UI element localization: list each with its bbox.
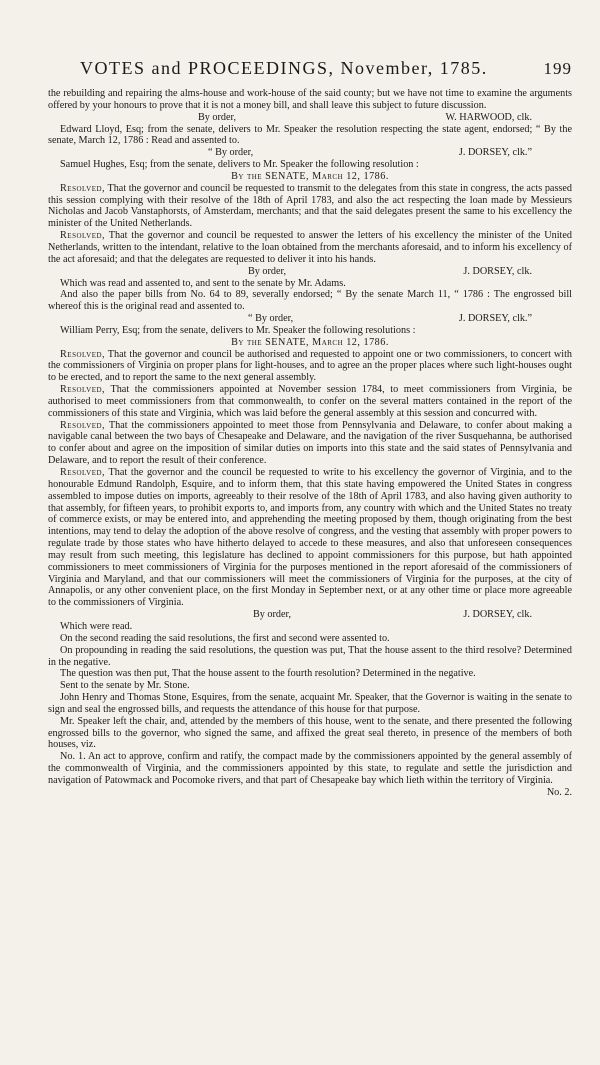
paragraph: Samuel Hughes, Esq; from the senate, delivers to Mr. Speaker the following resolution : <box>60 159 419 171</box>
resolved-lead: Resolved, <box>60 182 106 194</box>
page-body <box>48 88 572 799</box>
paragraph: Edward Lloyd, Esq; from the senate, delivers to Mr. Speaker the resolution respecting the state agent, endorsed; “ By the senate, March 12, 1786 : Read and assented to. <box>48 123 572 147</box>
signature-by-order: “ By order, <box>248 313 294 325</box>
resolution <box>48 183 572 230</box>
paragraph: Sent to the senate by Mr. Stone. <box>60 680 190 692</box>
running-title: VOTES and PROCEEDINGS, November, 1785. <box>80 58 488 78</box>
signature-by-order: By order, <box>198 111 237 123</box>
section-heading: By the SENATE, March 12, 1786. <box>231 336 389 348</box>
resolved-lead: Resolved, <box>60 384 106 396</box>
paragraph: On the second reading the said resolutions, the first and second were assented to. <box>60 632 390 644</box>
paragraph: William Perry, Esq; from the senate, delivers to Mr. Speaker the following resolutions : <box>60 324 416 336</box>
signature-clerk: W. HARWOOD, clk. <box>445 111 532 123</box>
resolution <box>48 349 572 385</box>
signature-by-order: By order, <box>253 609 292 621</box>
signature-by-order: “ By order, <box>208 147 254 159</box>
resolution-text: That the governor and council be requested to answer the letters of his excellency the minister of the United Netherlands, written to the intendant, relative to the loan obtained from the merchants aforesaid, and to inform his excellency of the act aforesaid; and that the delegates are requested to deliver it into his hands. <box>48 230 572 265</box>
resolved-lead: Resolved, <box>60 348 106 360</box>
running-header <box>80 58 572 82</box>
signature-clerk: J. DORSEY, clk. <box>463 609 532 621</box>
signature-line <box>48 147 572 159</box>
catchword: No. 2. <box>546 786 572 798</box>
paragraph: the rebuilding and repairing the alms-house and work-house of the said county; but we have not time to examine the arguments offered by your honours to prove that it is not a money bill, and shall leave this subject to future discussion. <box>48 88 572 111</box>
resolved-lead: Resolved, <box>60 467 106 478</box>
signature-line <box>48 112 572 124</box>
paragraph: John Henry and Thomas Stone, Esquires, from the senate, acquaint Mr. Speaker, that the Governor is waiting in the senate to sign and seal the engrossed bills, and requests the attendance of this house for that purpose. <box>48 692 572 715</box>
paragraph: On propounding in reading the said resolutions, the question was put, That the house assent to the third resolve? Determined in the negative. <box>48 644 572 668</box>
section-heading: By the SENATE, March 12, 1786. <box>231 170 389 182</box>
resolution-text: That the commissioners appointed at November session 1784, to meet commissioners from Virginia, be authorised to meet commissioners from that commonwealth, to confer on the several matters contained in the report of the commissioners of this state and Virginia, which was laid before the general assembly at this session and concurred with. <box>48 384 572 419</box>
paragraph: And also the paper bills from No. 64 to 89, severally endorsed; “ By the senate March 11, “ 1786 : The engrossed bill whereof this is the original read and assented to. <box>48 289 572 313</box>
resolution <box>48 384 572 420</box>
resolved-lead: Resolved, <box>60 419 106 431</box>
resolution-text: That the governor and council be authorised and requested to appoint one or two commissioners, to concert with the commissioners of Virginia on proper plans for light-houses, and to agree an the proper places where such light-houses ought to be erected, and to report the same to the next general assembly. <box>48 348 572 384</box>
signature-clerk: J. DORSEY, clk.” <box>458 313 532 325</box>
resolution <box>48 230 572 266</box>
paragraph: No. 1. An act to approve, confirm and ratify, the compact made by the commissioners appointed by the general assembly of the commonwealth of Virginia, and the commissioners appointed by this state, to regulate and settle the jurisdiction and navigation of Patowmack and Pocomoke rivers, and that part of Chesapeake bay which lieth within the territory of Virginia. <box>48 751 572 786</box>
paragraph: The question was then put, That the house assent to the fourth resolution? Determined in the negative. <box>60 668 476 680</box>
resolved-lead: Resolved, <box>60 230 106 242</box>
signature-by-order: By order, <box>248 265 287 277</box>
signature-clerk: J. DORSEY, clk. <box>463 265 532 277</box>
resolution-text: That the governor and council be requested to transmit to the delegates from this state in congress, the acts passed this session complying with their resolve of the 18th of April 1783, and also the act respecting the loan made by Messieurs Nicholas and Jacob Vanstaphorsts, of Amsterdam, merchants; and that the said delegates present the same to his excellency the minister of the United Netherlands. <box>48 182 572 230</box>
signature-line <box>48 313 572 325</box>
signature-line <box>48 609 572 621</box>
resolution-text: That the governor and the council be requested to write to his excellency the governor of Virginia, and to the honourable Edmund Randolph, Esquire, and to inform them, that this state having empowered the United States in congress assembled to impose duties on imports, agreeably to their resolve of the 18th of April 1783, and also having given authority to that assembly, for fifteen years, to prohibit exports to, and imports from, any country with which and the United States no treaty of commerce exists, or may be entered into, and apprehending the meeting proposed by them, though originating from the best intentions, may tend to delay the adoption of the above resolve of congress, and the vesting that assembly with proper powers to regulate trade by those states who have hitherto delayed to accede to these measures, and also that unforeseen consequences may result from such meeting, this legislature has declined to appoint commissioners for this purpose, but hath appointed commissioners to meet commissioners of Virginia for the purposes mentioned in the report aforesaid of the commissioners of Virginia and Maryland, and that our commissioners will meet the commissioners of Virginia for the purposes, at the city of Annapolis, or any other convenient place, on the first Monday in September next, or at any other time or place more agreeable to the commissioners of Virginia. <box>48 467 572 609</box>
resolution <box>48 467 572 609</box>
paragraph: Which were read. <box>60 620 133 632</box>
resolution-text: That the commissioners appointed to meet those from Pennsylvania and Delaware, to confer about making a navigable canal between the two bays of Chesapeake and Delaware, and the navigation of the river Susquehanna, be authorised to confer about and agree on the imposition of similar duties on imports into this state and the said states of Pennsylvania and Delaware, and to report the result of their conference. <box>48 419 572 467</box>
paragraph: Mr. Speaker left the chair, and, attended by the members of this house, went to the senate, and there presented the following engrossed bills to the governor, who signed the same, and affixed the great seal thereto, in presence of the members of both houses, viz. <box>48 715 572 751</box>
resolution <box>48 420 572 467</box>
paragraph: Which was read and assented to, and sent to the senate by Mr. Adams. <box>60 277 346 289</box>
signature-line <box>48 266 572 278</box>
signature-clerk: J. DORSEY, clk.” <box>458 147 532 159</box>
page-number: 199 <box>543 59 572 78</box>
